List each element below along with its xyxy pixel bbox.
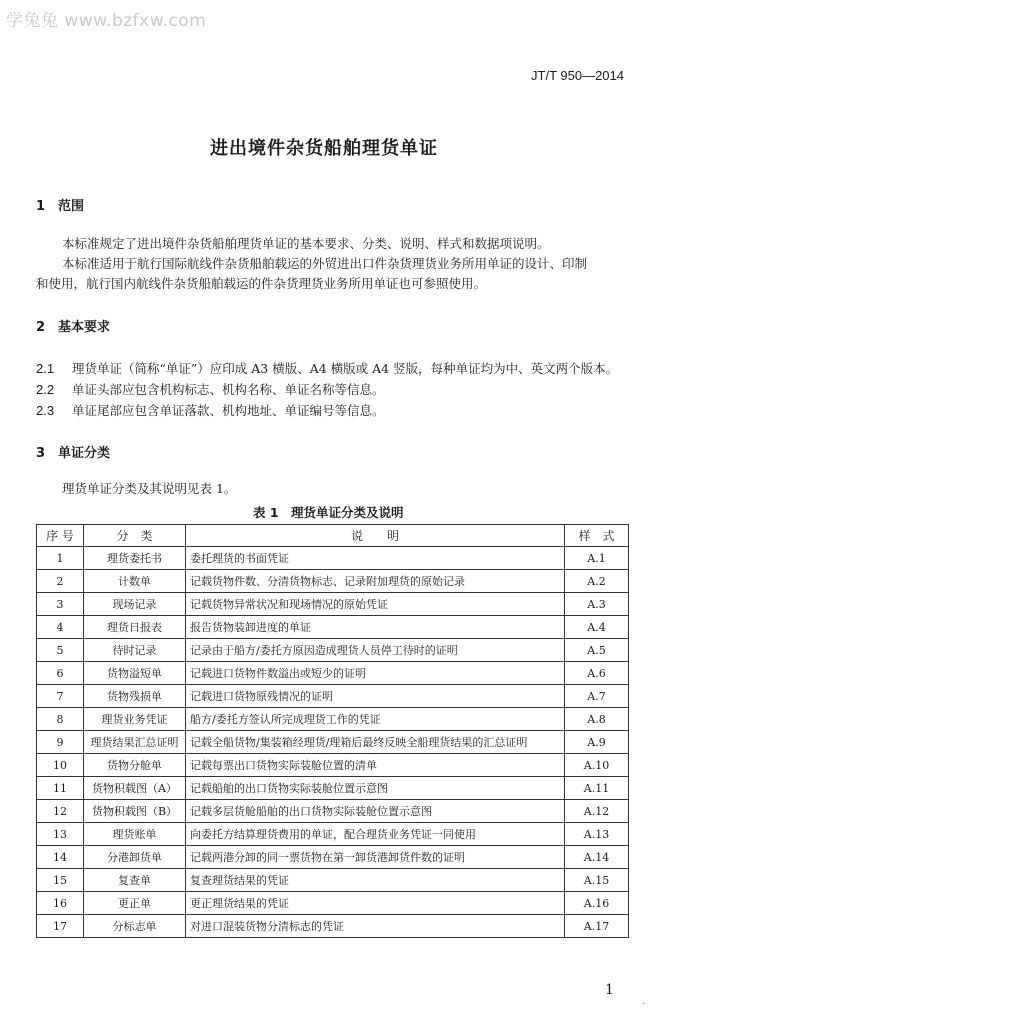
style-ref-cell: A.2 <box>565 570 629 593</box>
table-row <box>37 915 629 938</box>
style-ref-cell: A.13 <box>565 823 629 846</box>
description-cell: 记载货物异常状况和现场情况的原始凭证 <box>186 593 565 616</box>
description-cell: 记载每票出口货物实际装舱位置的清单 <box>186 754 565 777</box>
category-cell: 分标志单 <box>84 915 186 938</box>
paragraph: 本标准规定了进出境件杂货船舶理货单证的基本要求、分类、说明、样式和数据项说明。 <box>62 236 550 251</box>
category-cell: 理货日报表 <box>84 616 186 639</box>
description-cell: 更正理货结果的凭证 <box>186 892 565 915</box>
section-2-heading <box>36 316 110 335</box>
row-number-cell: 3 <box>37 593 84 616</box>
description-cell: 向委托方结算理货费用的单证，配合理货业务凭证一同使用 <box>186 823 565 846</box>
clause-item <box>36 380 385 398</box>
row-number-cell: 9 <box>37 731 84 754</box>
row-number-cell: 5 <box>37 639 84 662</box>
section-number: 1 <box>36 199 46 214</box>
description-cell: 复查理货结果的凭证 <box>186 869 565 892</box>
row-number-cell: 1 <box>37 547 84 570</box>
clause-item <box>36 359 618 377</box>
header-cell: 分 类 <box>84 525 186 547</box>
table-row <box>37 708 629 731</box>
style-ref-cell: A.10 <box>565 754 629 777</box>
page-number: 1 <box>605 982 614 998</box>
row-number-cell: 8 <box>37 708 84 731</box>
table-row <box>37 662 629 685</box>
table-row <box>37 892 629 915</box>
category-cell: 计数单 <box>84 570 186 593</box>
category-cell: 更正单 <box>84 892 186 915</box>
category-cell: 现场记录 <box>84 593 186 616</box>
style-ref-cell: A.1 <box>565 547 629 570</box>
style-ref-cell: A.17 <box>565 915 629 938</box>
classification-table <box>36 524 629 938</box>
table-body <box>37 547 629 938</box>
style-ref-cell: A.15 <box>565 869 629 892</box>
table-row <box>37 616 629 639</box>
table-row <box>37 846 629 869</box>
table-row <box>37 823 629 846</box>
style-ref-cell: A.16 <box>565 892 629 915</box>
category-cell: 复查单 <box>84 869 186 892</box>
clause-number: 2.1 <box>36 361 55 376</box>
section-number: 2 <box>36 320 46 335</box>
table-row <box>37 869 629 892</box>
row-number-cell: 15 <box>37 869 84 892</box>
header-cell: 说 明 <box>186 525 565 547</box>
table-row <box>37 800 629 823</box>
clause-text: 理货单证（简称“单证”）应印成 A3 横版、A4 横版或 A4 竖版，每种单证均为中、英文两个版本。 <box>72 361 619 376</box>
style-ref-cell: A.3 <box>565 593 629 616</box>
clause-text: 单证头部应包含机构标志、机构名称、单证名称等信息。 <box>72 382 385 397</box>
style-ref-cell: A.8 <box>565 708 629 731</box>
style-ref-cell: A.6 <box>565 662 629 685</box>
category-cell: 理货账单 <box>84 823 186 846</box>
category-cell: 理货委托书 <box>84 547 186 570</box>
category-cell: 货物积载图（B） <box>84 800 186 823</box>
category-cell: 货物积载图（A） <box>84 777 186 800</box>
row-number-cell: 10 <box>37 754 84 777</box>
description-cell: 报告货物装卸进度的单证 <box>186 616 565 639</box>
table-row <box>37 639 629 662</box>
category-cell: 理货业务凭证 <box>84 708 186 731</box>
category-cell: 货物溢短单 <box>84 662 186 685</box>
row-number-cell: 14 <box>37 846 84 869</box>
table-header-row <box>37 525 629 547</box>
style-ref-cell: A.11 <box>565 777 629 800</box>
category-cell: 货物分舱单 <box>84 754 186 777</box>
row-number-cell: 11 <box>37 777 84 800</box>
section-number: 3 <box>36 446 46 461</box>
style-ref-cell: A.5 <box>565 639 629 662</box>
section-title: 范围 <box>58 199 85 214</box>
row-number-cell: 6 <box>37 662 84 685</box>
description-cell: 记载货物件数、分清货物标志、记录附加理货的原始记录 <box>186 570 565 593</box>
row-number-cell: 17 <box>37 915 84 938</box>
table-row <box>37 547 629 570</box>
style-ref-cell: A.14 <box>565 846 629 869</box>
section-3-heading <box>36 442 110 461</box>
category-cell: 理货结果汇总证明 <box>84 731 186 754</box>
description-cell: 记载多层货舱船舶的出口货物实际装舱位置示意图 <box>186 800 565 823</box>
category-cell: 货物残损单 <box>84 685 186 708</box>
header-cell: 序 号 <box>37 525 84 547</box>
clause-text: 单证尾部应包含单证落款、机构地址、单证编号等信息。 <box>72 403 385 418</box>
table-row <box>37 777 629 800</box>
description-cell: 委托理货的书面凭证 <box>186 547 565 570</box>
table-caption: 表 1 理货单证分类及说明 <box>253 505 404 520</box>
clause-item <box>36 401 385 419</box>
clause-number: 2.3 <box>36 403 55 418</box>
row-number-cell: 7 <box>37 685 84 708</box>
description-cell: 记载船舶的出口货物实际装舱位置示意图 <box>186 777 565 800</box>
section-1-heading <box>36 195 84 214</box>
table-row <box>37 570 629 593</box>
table-row <box>37 731 629 754</box>
description-cell: 记载进口货物件数溢出或短少的证明 <box>186 662 565 685</box>
table-row <box>37 754 629 777</box>
description-cell: 对进口混装货物分清标志的凭证 <box>186 915 565 938</box>
table-row <box>37 593 629 616</box>
section-title: 单证分类 <box>58 446 111 461</box>
clause-number: 2.2 <box>36 382 55 397</box>
description-cell: 记载进口货物原残情况的证明 <box>186 685 565 708</box>
description-cell: 船方/委托方签认所完成理货工作的凭证 <box>186 708 565 731</box>
row-number-cell: 4 <box>37 616 84 639</box>
description-cell: 记载全船货物/集装箱经理货/理箱后最终反映全船理货结果的汇总证明 <box>186 731 565 754</box>
standard-code: JT/T 950—2014 <box>531 68 624 83</box>
paragraph: 本标准适用于航行国际航线件杂货船舶载运的外贸进出口件杂货理货业务所用单证的设计、印制 <box>62 256 588 271</box>
header-cell: 样 式 <box>565 525 629 547</box>
style-ref-cell: A.7 <box>565 685 629 708</box>
row-number-cell: 16 <box>37 892 84 915</box>
section-title: 基本要求 <box>58 320 111 335</box>
row-number-cell: 12 <box>37 800 84 823</box>
style-ref-cell: A.12 <box>565 800 629 823</box>
description-cell: 记录由于船方/委托方原因造成理货人员停工待时的证明 <box>186 639 565 662</box>
paragraph-continuation: 和使用，航行国内航线件杂货船舶载运的件杂货理货业务所用单证也可参照使用。 <box>36 276 487 291</box>
row-number-cell: 2 <box>37 570 84 593</box>
description-cell: 记载两港分卸的同一票货物在第一卸货港卸货件数的证明 <box>186 846 565 869</box>
paragraph: 理货单证分类及其说明见表 1。 <box>62 481 237 496</box>
category-cell: 分港卸货单 <box>84 846 186 869</box>
style-ref-cell: A.9 <box>565 731 629 754</box>
corner-mark: · <box>642 999 646 1010</box>
row-number-cell: 13 <box>37 823 84 846</box>
document-title: 进出境件杂货船舶理货单证 <box>210 138 438 159</box>
style-ref-cell: A.4 <box>565 616 629 639</box>
watermark-text: 学兔兔 www.bzfxw.com <box>6 11 207 31</box>
table-row <box>37 685 629 708</box>
category-cell: 待时记录 <box>84 639 186 662</box>
